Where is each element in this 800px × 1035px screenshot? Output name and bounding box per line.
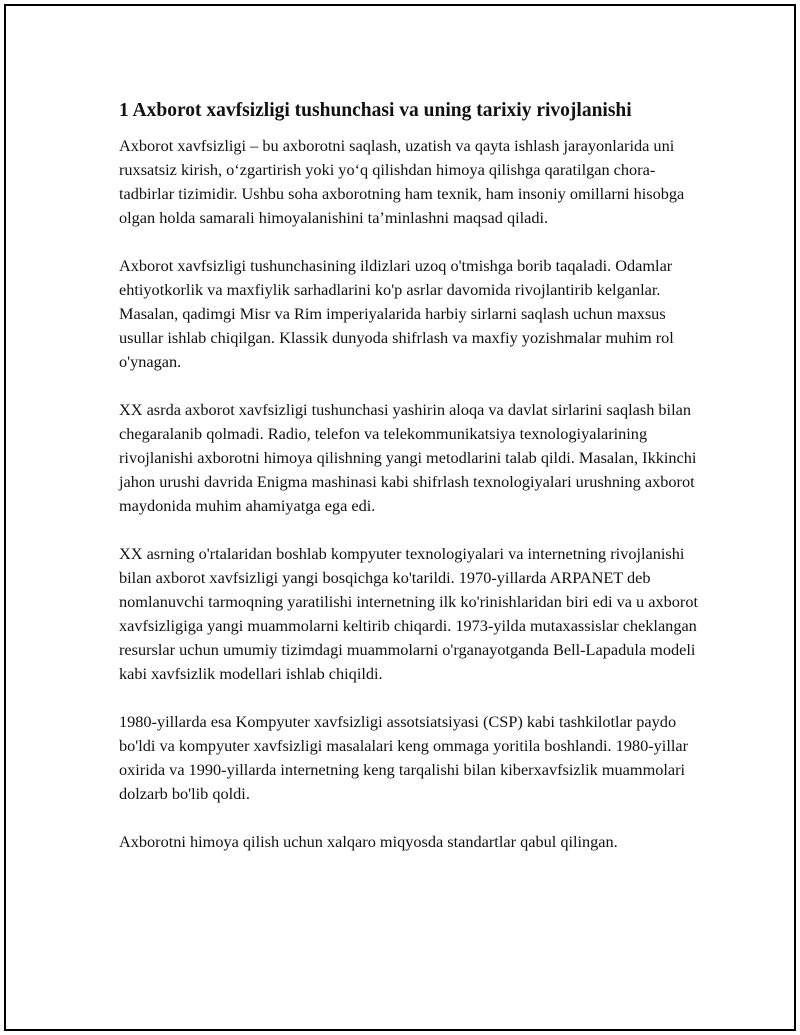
- page-frame: [4, 4, 796, 1031]
- paragraph-20th-century: XX asrda axborot xavfsizligi tushunchasi yashirin aloqa va davlat sirlarini saqlash bilan chegaralanib qolmadi. Radio, telefon va telekommunikatsiya texnologiyalarining rivojlanishi axborotni himoya qilishning yangi metodlarini talab qildi. Masalan, Ikkinchi jahon urushi davrida Enigma mashinasi kabi shifrlash texnologiyalari urushning axborot maydonida muhim ahamiyatga ega edi.: [119, 400, 697, 515]
- paragraph-1980s: 1980-yillarda esa Kompyuter xavfsizligi assotsiatsiyasi (CSP) kabi tashkilotlar paydo bo'ldi va kompyuter xavfsizligi masalalari keng ommaga yoritila boshlandi. 1980-yillar oxirida va 1990-yillarda internetning keng tarqalishi bilan kiberxavfsizlik muammolari dolzarb bo'lib qoldi.: [119, 712, 689, 803]
- section-heading: 1 Axborot xavfsizligi tushunchasi va uning tarixiy rivojlanishi: [119, 100, 632, 121]
- paragraph-ancient-history: Axborot xavfsizligi tushunchasining ildizlari uzoq o'tmishga borib taqaladi. Odamlar ehtiyotkorlik va maxfiylik sarhadlarini ko'p asrlar davomida rivojlantirib kelganlar. Masalan, qadimgi Misr va Rim imperiyalarida harbiy sirlarni saqlash uchun maxsus usullar ishlab chiqilgan. Klassik dunyoda shifrlash va maxfiy yozishmalar muhim rol o'ynagan.: [119, 256, 674, 371]
- document-body: [119, 98, 699, 878]
- paragraph-standards: Axborotni himoya qilish uchun xalqaro miqyosda standartlar qabul qilingan.: [119, 832, 618, 851]
- paragraph-computer-era: XX asrning o'rtalaridan boshlab kompyuter texnologiyalari va internetning rivojlanishi bilan axborot xavfsizligi yangi bosqichga ko'tarildi. 1970-yillarda ARPANET deb nomlanuvchi tarmoqning yaratilishi internetning ilk ko'rinishlaridan biri edi va u axborot xavfsizligiga yangi muammolarni keltirib chiqardi. 1973-yilda mutaxassislar cheklangan resurslar uchun umumiy tizimdagi muammolarni o'rganayotganda Bell-Lapadula modeli kabi xavfsizlik modellari ishlab chiqildi.: [119, 544, 698, 683]
- paragraph-definition: Axborot xavfsizligi – bu axborotni saqlash, uzatish va qayta ishlash jarayonlarida uni ruxsatsiz kirish, oʻzgartirish yoki yoʻq qilishdan himoya qilishga qaratilgan chora-tadbirlar tizimidir. Ushbu soha axborotning ham texnik, ham insoniy omillarni hisobga olgan holda samarali himoyalanishini ta’minlashni maqsad qiladi.: [119, 136, 685, 227]
